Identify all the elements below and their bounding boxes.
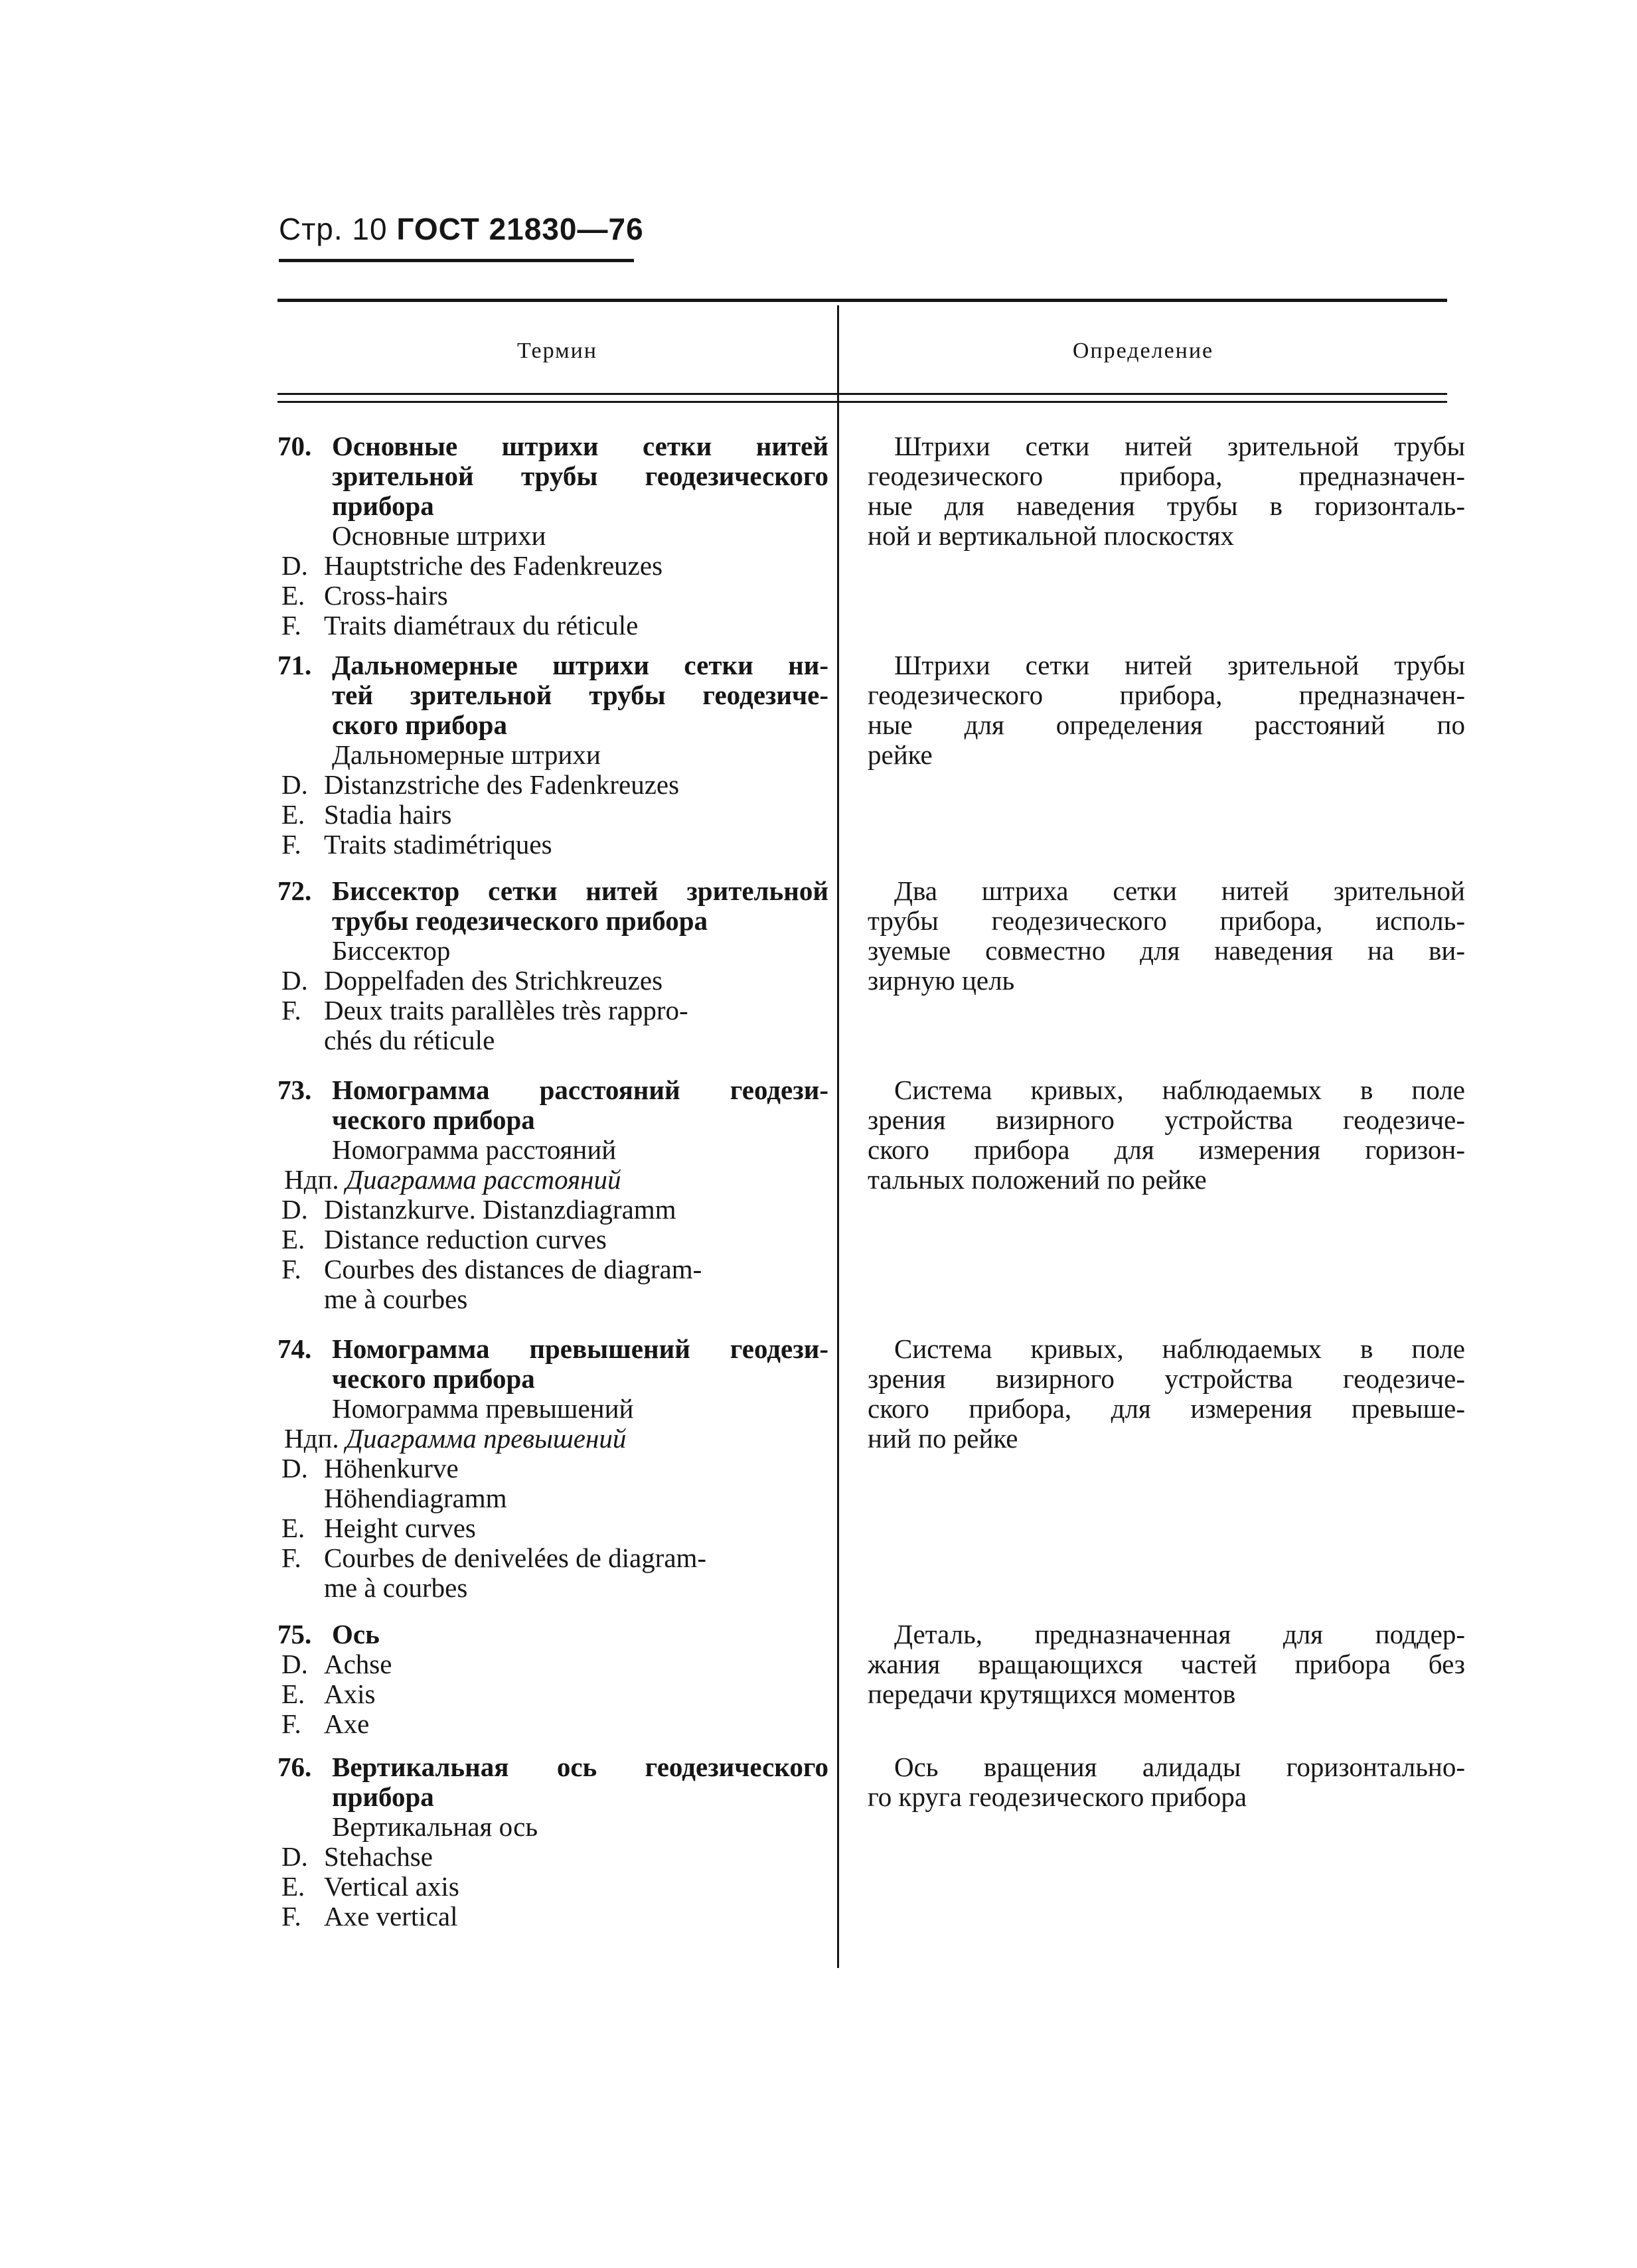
language-code: F. [281,1543,301,1573]
header-rule-lower [277,401,1447,403]
term-cell [277,876,828,1055]
foreign-equivalent [277,1679,828,1709]
foreign-term: Courbes de denivelées de diagram- [324,1543,707,1573]
term-title-text: ческого прибора [332,1363,535,1394]
foreign-equivalent [277,966,828,996]
definition-line: Система кривых, наблюдаемых в поле [894,1075,1465,1105]
definition-line: зирную цель [868,965,1015,996]
foreign-term: Axe vertical [324,1901,458,1931]
short-term: Биссектор [332,935,451,966]
term-title-line [277,1752,828,1782]
standard-number: ГОСТ 21830—76 [396,212,644,246]
foreign-equivalent [277,1573,828,1603]
ndp-prefix: Ндп. [284,1423,339,1454]
definition-line: зуемые совместно для наведения на ви- [868,935,1465,966]
term-title-text: прибора [332,1781,434,1812]
definition-line: ные для наведения трубы в горизонталь- [868,491,1465,521]
foreign-term: me à courbes [324,1572,468,1603]
not-recommended-term [277,1424,828,1454]
term-title-text: Номограмма расстояний геодези- [332,1075,828,1105]
definition-cell [868,650,1465,770]
foreign-equivalent [277,800,828,830]
short-term: Дальномерные штрихи [332,739,601,770]
foreign-term: Hauptstriche des Fadenkreuzes [324,550,663,581]
term-number: 74. [277,1333,312,1364]
term-number: 70. [277,431,312,461]
language-code: D. [281,1453,308,1483]
definition-line: Ось вращения алидады горизонтально- [894,1752,1465,1782]
definition-line: рейке [868,739,933,770]
definition-line: зрения визирного устройства геодезиче- [868,1363,1465,1394]
short-term: Основные штрихи [332,520,546,551]
term-title-text: ского прибора [332,710,507,740]
foreign-term: Traits stadimétriques [324,829,552,860]
language-code: D. [281,1649,308,1679]
foreign-equivalent [277,1709,828,1739]
foreign-term: chés du réticule [324,1025,495,1055]
foreign-equivalent [277,551,828,581]
term-title-text: тей зрительной трубы геодезиче- [332,680,828,710]
definition-line: Система кривых, наблюдаемых в поле [894,1333,1465,1364]
term-title-text: Биссектор сетки нитей зрительной [332,875,828,906]
foreign-equivalent [277,1842,828,1872]
foreign-equivalent [277,1025,828,1055]
language-code: F. [281,610,301,641]
term-cell [277,650,828,860]
term-title-text: трубы геодезического прибора [332,905,708,936]
foreign-term: Axe [324,1708,370,1739]
foreign-term: Axis [324,1679,376,1709]
foreign-term: Height curves [324,1513,476,1543]
language-code: D. [281,965,308,996]
short-term: Номограмма расстояний [332,1134,617,1165]
term-title-line [277,1620,828,1649]
term-title-text: Вертикальная ось геодезического [332,1752,828,1782]
foreign-equivalent [277,1284,828,1314]
language-code: F. [281,1254,301,1284]
term-title-text: ческого прибора [332,1104,535,1135]
term-title-line [277,1075,828,1105]
ndp-prefix: Ндп. [284,1164,339,1195]
definition-line: жания вращающихся частей прибора без [868,1649,1465,1679]
term-title-line [277,1364,828,1394]
foreign-term: Stadia hairs [324,799,452,830]
language-code: D. [281,769,308,800]
language-code: E. [281,1224,305,1254]
term-cell [277,1334,828,1603]
term-title-line [277,431,828,461]
table-top-rule [277,299,1447,302]
definition-line: ского прибора для измерения горизон- [868,1134,1465,1165]
language-code: D. [281,1841,308,1872]
foreign-term: Stehachse [324,1841,433,1872]
definition-line: ной и вертикальной плоскостях [868,520,1235,551]
definition-cell [868,1075,1465,1195]
language-code: F. [281,829,301,860]
language-code: F. [281,1708,301,1739]
term-title-line [277,876,828,906]
foreign-term: Courbes des distances de diagram- [324,1254,702,1284]
term-title-line [277,461,828,491]
foreign-equivalent [277,1483,828,1513]
term-title-text: Основные штрихи сетки нитей [332,431,828,461]
definition-line: ского прибора, для измерения превыше- [868,1393,1465,1424]
foreign-equivalent [277,1195,828,1225]
foreign-equivalent [277,1513,828,1543]
definition-line: геодезического прибора, предназначен- [868,461,1465,491]
foreign-equivalent [277,581,828,611]
term-title-line [277,1782,828,1812]
header-underline [279,259,634,262]
ndp-text: Диаграмма превышений [345,1423,627,1454]
short-term: Вертикальная ось [332,1811,538,1842]
term-cell [277,1075,828,1314]
term-number: 72. [277,875,312,906]
definition-line: трубы геодезического прибора, исполь- [868,905,1465,936]
foreign-equivalent [277,1543,828,1573]
foreign-term: Achse [324,1649,392,1679]
term-title-line [277,491,828,521]
term-title-text: прибора [332,491,434,521]
foreign-term: Distanzstriche des Fadenkreuzes [324,769,680,800]
short-term: Номограмма превышений [332,1393,634,1424]
column-divider [837,305,839,1968]
term-title-text: Номограмма превышений геодези- [332,1333,828,1364]
term-title-text: зрительной трубы геодезического [332,461,828,491]
term-number: 75. [277,1619,312,1649]
foreign-equivalent [277,1649,828,1679]
definition-line: Деталь, предназначенная для поддер- [894,1619,1465,1649]
foreign-term: Distance reduction curves [324,1224,607,1254]
foreign-equivalent [277,1872,828,1902]
term-title-line [277,1105,828,1135]
term-cell [277,1752,828,1931]
definition-line: зрения визирного устройства геодезиче- [868,1104,1465,1135]
term-title-text: Дальномерные штрихи сетки ни- [332,650,828,680]
definition-line: Штрихи сетки нитей зрительной трубы [894,650,1465,680]
language-code: E. [281,1513,305,1543]
foreign-term: Höhenkurve [324,1453,459,1483]
term-number: 73. [277,1075,312,1105]
foreign-term: Höhendiagramm [324,1483,507,1513]
definition-cell [868,1752,1465,1812]
language-code: F. [281,995,301,1025]
foreign-equivalent [277,830,828,860]
foreign-equivalent [277,1225,828,1254]
definition-line: Два штриха сетки нитей зрительной [894,875,1465,906]
foreign-term: Doppelfaden des Strichkreuzes [324,965,663,996]
header-rule-upper [277,393,1447,395]
definition-line: передачи крутящихся моментов [868,1679,1236,1709]
term-title-line [277,906,828,936]
column-header-definition: Определение [1072,339,1214,363]
page-header [279,211,644,247]
foreign-equivalent [277,996,828,1025]
language-code: D. [281,550,308,581]
term-title-line [277,650,828,680]
term-number: 71. [277,650,312,680]
definition-line: ные для определения расстояний по [868,710,1465,740]
definition-line: тальных положений по рейке [868,1164,1207,1195]
language-code: E. [281,1679,305,1709]
foreign-equivalent [277,770,828,800]
page-label: Стр. 10 [279,212,388,246]
foreign-equivalent [277,611,828,641]
term-number: 76. [277,1752,312,1782]
definition-cell [868,431,1465,551]
foreign-equivalent [277,1902,828,1931]
term-title-line [277,710,828,740]
language-code: D. [281,1194,308,1225]
foreign-equivalent [277,1254,828,1284]
definition-line: геодезического прибора, предназначен- [868,680,1465,710]
definition-line: го круга геодезического прибора [868,1781,1247,1812]
term-title-text: Ось [332,1619,380,1649]
foreign-term: Vertical axis [324,1871,459,1902]
language-code: E. [281,580,305,611]
foreign-term: me à courbes [324,1284,468,1314]
foreign-term: Deux traits parallèles très rappro- [324,995,688,1025]
definition-line: ний по рейке [868,1423,1018,1454]
column-header-term: Термин [517,339,597,363]
foreign-term: Cross-hairs [324,580,448,611]
term-title-line [277,1334,828,1364]
language-code: F. [281,1901,301,1931]
language-code: E. [281,799,305,830]
term-title-line [277,680,828,710]
not-recommended-term [277,1165,828,1195]
definition-cell [868,876,1465,996]
foreign-term: Distanzkurve. Distanzdiagramm [324,1194,676,1225]
definition-cell [868,1620,1465,1709]
definition-line: Штрихи сетки нитей зрительной трубы [894,431,1465,461]
ndp-text: Диаграмма расстояний [345,1164,621,1195]
term-cell [277,431,828,641]
foreign-term: Traits diamétraux du réticule [324,610,639,641]
term-cell [277,1620,828,1739]
language-code: E. [281,1871,305,1902]
definition-cell [868,1334,1465,1454]
foreign-equivalent [277,1454,828,1483]
